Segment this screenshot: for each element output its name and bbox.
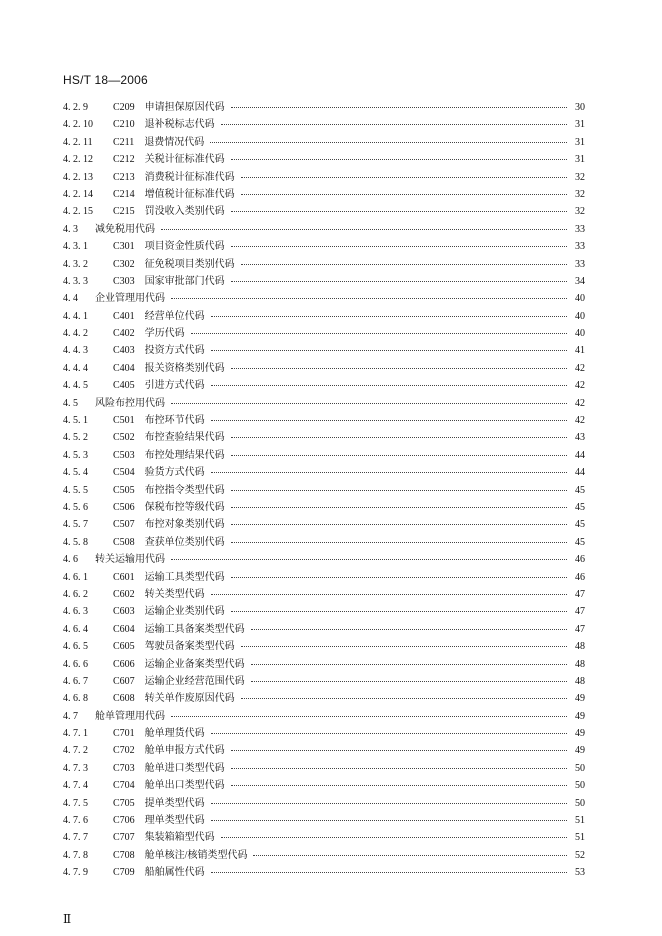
toc-entry[interactable] <box>63 168 585 185</box>
toc-entry-title: 国家审批部门代码 <box>144 275 225 287</box>
toc-entry[interactable] <box>63 515 585 532</box>
toc-entry-page: 48 <box>575 675 585 687</box>
toc-entry[interactable] <box>63 446 585 463</box>
toc-entry[interactable] <box>63 794 585 811</box>
toc-entry-code: C215 <box>113 206 135 218</box>
toc-entry[interactable] <box>63 811 585 828</box>
toc-entry-number: 4. 5. 1 <box>63 415 88 427</box>
toc-entry-title: 学历代码 <box>144 328 185 340</box>
toc-entry-code: C601 <box>113 571 135 583</box>
dot-leader <box>161 221 567 230</box>
toc-entry[interactable] <box>63 220 585 237</box>
toc-entry-number: 4. 7. 6 <box>63 815 88 827</box>
toc-entry-page: 49 <box>575 693 585 705</box>
toc-entry-title: 查获单位类别代码 <box>144 536 225 548</box>
toc-entry[interactable] <box>63 341 585 358</box>
dot-leader <box>221 116 567 125</box>
dot-leader <box>211 464 567 473</box>
dot-leader <box>211 864 567 873</box>
toc-entry-title: 舱单进口类型代码 <box>144 762 225 774</box>
toc-entry-page: 30 <box>575 102 585 113</box>
toc-entry-page: 33 <box>575 223 585 235</box>
toc-entry-page: 45 <box>575 501 585 513</box>
toc-entry-title: 布控查验结果代码 <box>144 432 225 444</box>
toc-entry-code: C302 <box>113 258 135 270</box>
dot-leader <box>231 447 567 456</box>
toc-entry-code: C213 <box>113 171 135 183</box>
toc-entry-number: 4. 2. 9 <box>63 102 88 113</box>
toc-entry[interactable] <box>63 463 585 480</box>
toc-entry-page: 48 <box>575 658 585 670</box>
toc-entry-page: 45 <box>575 536 585 548</box>
dot-leader <box>241 690 567 699</box>
toc-entry[interactable] <box>63 394 585 411</box>
toc-entry[interactable] <box>63 863 585 880</box>
toc-entry[interactable] <box>63 98 585 115</box>
dot-leader <box>241 186 567 195</box>
toc-entry-page: 42 <box>575 397 585 409</box>
toc-entry-number: 4. 7. 8 <box>63 849 88 861</box>
toc-entry[interactable] <box>63 307 585 324</box>
toc-entry[interactable] <box>63 185 585 202</box>
toc-entry-page: 44 <box>575 467 585 479</box>
toc-entry[interactable] <box>63 359 585 376</box>
toc-entry-code: C502 <box>113 432 135 444</box>
toc-entry-page: 31 <box>575 136 585 148</box>
toc-entry-title: 布控指令类型代码 <box>144 484 225 496</box>
toc-entry[interactable] <box>63 637 585 654</box>
toc-entry-title: 增值税计征标准代码 <box>144 188 235 200</box>
dot-leader <box>231 273 567 282</box>
toc-entry-title: 转关单作废原因代码 <box>144 693 235 705</box>
toc-entry-number: 4. 3 <box>63 223 78 235</box>
toc-entry-page: 46 <box>575 554 585 566</box>
toc-entry[interactable] <box>63 133 585 150</box>
dot-leader <box>211 342 567 351</box>
toc-entry-number: 4. 2. 10 <box>63 119 93 131</box>
toc-entry-page: 33 <box>575 241 585 253</box>
toc-entry-title: 征免税项目类别代码 <box>144 258 235 270</box>
toc-entry[interactable] <box>63 568 585 585</box>
toc-entry-number: 4. 4. 5 <box>63 380 88 392</box>
toc-entry-code: C706 <box>113 815 135 827</box>
toc-entry-title: 转关运输用代码 <box>95 554 165 566</box>
toc-entry-code: C607 <box>113 675 135 687</box>
toc-entry-number: 4. 5. 4 <box>63 467 88 479</box>
dot-leader <box>231 777 567 786</box>
dot-leader <box>171 290 567 299</box>
toc-entry[interactable] <box>63 150 585 167</box>
toc-entry-code: C211 <box>113 136 135 148</box>
toc-entry-page: 31 <box>575 154 585 166</box>
dot-leader <box>211 412 567 421</box>
toc-entry-title: 退费情况代码 <box>144 136 205 148</box>
toc-entry-title: 舱单管理用代码 <box>95 710 165 722</box>
toc-entry-number: 4. 7 <box>63 710 78 722</box>
toc-entry[interactable] <box>63 428 585 445</box>
toc-entry-title: 报关资格类别代码 <box>144 362 225 374</box>
toc-entry-page: 33 <box>575 258 585 270</box>
toc-entry-number: 4. 6. 5 <box>63 641 88 653</box>
toc-entry-number: 4. 5. 2 <box>63 432 88 444</box>
toc-entry-page: 47 <box>575 606 585 618</box>
toc-entry-title: 运输工具备案类型代码 <box>144 623 245 635</box>
toc-entry-number: 4. 6 <box>63 554 78 566</box>
toc-entry-number: 4. 4 <box>63 293 78 305</box>
toc-entry-code: C405 <box>113 380 135 392</box>
toc-entry-page: 40 <box>575 293 585 305</box>
toc-entry-number: 4. 2. 15 <box>63 206 93 218</box>
toc-entry-page: 50 <box>575 762 585 774</box>
toc-entry-code: C503 <box>113 449 135 461</box>
toc-entry-page: 42 <box>575 415 585 427</box>
toc-entry-code: C604 <box>113 623 135 635</box>
toc-entry-code: C707 <box>113 832 135 844</box>
toc-entry-code: C402 <box>113 328 135 340</box>
toc-entry-code: C701 <box>113 728 135 740</box>
dot-leader <box>221 829 567 838</box>
dot-leader <box>211 308 567 317</box>
dot-leader <box>231 99 567 108</box>
toc-entry[interactable] <box>63 498 585 515</box>
toc-entry-title: 理单类型代码 <box>144 815 205 827</box>
dot-leader <box>241 638 567 647</box>
dot-leader <box>231 238 567 247</box>
toc-entry-title: 引进方式代码 <box>144 380 205 392</box>
toc-entry-number: 4. 6. 6 <box>63 658 88 670</box>
toc-entry-title: 罚没收入类别代码 <box>144 206 225 218</box>
toc-entry-number: 4. 7. 2 <box>63 745 88 757</box>
toc-entry[interactable] <box>63 759 585 776</box>
toc-entry-number: 4. 2. 13 <box>63 171 93 183</box>
toc-entry-code: C209 <box>113 102 135 113</box>
toc-entry-code: C603 <box>113 606 135 618</box>
toc-entry-title: 运输企业经营范围代码 <box>144 675 245 687</box>
dot-leader <box>231 360 567 369</box>
toc-entry[interactable] <box>63 672 585 689</box>
toc-entry[interactable] <box>63 707 585 724</box>
toc-entry-page: 45 <box>575 484 585 496</box>
toc-entry-page: 47 <box>575 623 585 635</box>
dot-leader <box>211 725 567 734</box>
toc-entry-title: 经营单位代码 <box>144 310 205 322</box>
dot-leader <box>251 621 567 630</box>
toc-entry-page: 46 <box>575 571 585 583</box>
toc-entry-number: 4. 6. 2 <box>63 588 88 600</box>
toc-entry-page: 45 <box>575 519 585 531</box>
toc-entry-page: 41 <box>575 345 585 357</box>
toc-entry[interactable] <box>63 550 585 567</box>
dot-leader <box>171 708 567 717</box>
toc-entry-code: C602 <box>113 588 135 600</box>
dot-leader <box>251 656 567 665</box>
dot-leader <box>211 795 567 804</box>
toc-entry-code: C404 <box>113 362 135 374</box>
dot-leader <box>251 673 567 682</box>
toc-entry-number: 4. 5. 7 <box>63 519 88 531</box>
toc-entry-page: 44 <box>575 449 585 461</box>
toc-entry[interactable] <box>63 724 585 741</box>
toc-entry-code: C210 <box>113 119 135 131</box>
toc-entry-number: 4. 7. 1 <box>63 728 88 740</box>
toc-entry-number: 4. 7. 9 <box>63 867 88 879</box>
dot-leader <box>171 551 567 560</box>
dot-leader <box>211 586 567 595</box>
toc-entry-page: 52 <box>575 849 585 861</box>
toc-entry-title: 申请担保原因代码 <box>144 102 225 113</box>
toc-entry-page: 53 <box>575 867 585 879</box>
toc-entry[interactable] <box>63 376 585 393</box>
toc-entry-title: 驾驶员备案类型代码 <box>144 641 235 653</box>
toc-entry[interactable] <box>63 255 585 272</box>
toc-entry-code: C301 <box>113 241 135 253</box>
dot-leader <box>231 569 567 578</box>
toc-entry-title: 减免税用代码 <box>95 223 155 235</box>
toc-entry-title: 集装箱箱型代码 <box>144 832 215 844</box>
toc-entry-code: C403 <box>113 345 135 357</box>
dot-leader <box>231 482 567 491</box>
toc-entry-code: C214 <box>113 188 135 200</box>
toc-entry-title: 转关类型代码 <box>144 588 205 600</box>
toc-entry-number: 4. 7. 3 <box>63 762 88 774</box>
toc-entry[interactable] <box>63 846 585 863</box>
dot-leader <box>191 325 567 334</box>
toc-entry-number: 4. 2. 12 <box>63 154 93 166</box>
toc-entry[interactable] <box>63 828 585 845</box>
toc-entry-number: 4. 2. 11 <box>63 136 93 148</box>
toc-entry-number: 4. 3. 3 <box>63 275 88 287</box>
toc-entry-page: 42 <box>575 380 585 392</box>
toc-entry-number: 4. 6. 1 <box>63 571 88 583</box>
toc-entry-title: 企业管理用代码 <box>95 293 165 305</box>
dot-leader <box>171 395 567 404</box>
toc-entry-page: 40 <box>575 310 585 322</box>
toc-entry-code: C401 <box>113 310 135 322</box>
toc-entry-code: C504 <box>113 467 135 479</box>
toc-entry-number: 4. 6. 3 <box>63 606 88 618</box>
toc-entry-title: 风险布控用代码 <box>95 397 165 409</box>
toc-entry[interactable] <box>63 324 585 341</box>
toc-entry-page: 50 <box>575 797 585 809</box>
toc-entry-page: 48 <box>575 641 585 653</box>
toc-entry-page: 32 <box>575 206 585 218</box>
dot-leader <box>231 742 567 751</box>
toc-entry-title: 布控处理结果代码 <box>144 449 225 461</box>
toc-entry-code: C501 <box>113 415 135 427</box>
dot-leader <box>211 812 567 821</box>
toc-entry-code: C605 <box>113 641 135 653</box>
toc-entry-title: 运输企业备案类型代码 <box>144 658 245 670</box>
toc-entry[interactable] <box>63 272 585 289</box>
document-id: HS/T 18—2006 <box>63 73 148 87</box>
toc-entry-code: C705 <box>113 797 135 809</box>
toc-entry-code: C505 <box>113 484 135 496</box>
dot-leader <box>231 516 567 525</box>
toc-entry-title: 项目资金性质代码 <box>144 241 225 253</box>
toc-entry-title: 布控对象类别代码 <box>144 519 225 531</box>
toc-entry-number: 4. 4. 4 <box>63 362 88 374</box>
toc-entry[interactable] <box>63 411 585 428</box>
toc-entry-number: 4. 5 <box>63 397 78 409</box>
dot-leader <box>210 134 567 143</box>
toc-entry[interactable] <box>63 620 585 637</box>
toc-entry-number: 4. 6. 8 <box>63 693 88 705</box>
toc-entry-number: 4. 6. 7 <box>63 675 88 687</box>
toc-entry-page: 32 <box>575 188 585 200</box>
toc-entry-page: 49 <box>575 745 585 757</box>
toc-entry-number: 4. 7. 7 <box>63 832 88 844</box>
toc-entry[interactable] <box>63 602 585 619</box>
toc-entry[interactable] <box>63 202 585 219</box>
toc-entry[interactable] <box>63 689 585 706</box>
toc-entry-code: C704 <box>113 780 135 792</box>
toc-entry-title: 舱单理货代码 <box>144 728 205 740</box>
toc-entry-number: 4. 4. 1 <box>63 310 88 322</box>
toc-entry-page: 49 <box>575 710 585 722</box>
toc-entry[interactable] <box>63 776 585 793</box>
toc-entry-code: C606 <box>113 658 135 670</box>
page-number: Ⅱ <box>63 912 72 926</box>
dot-leader <box>241 256 567 265</box>
toc-entry-page: 40 <box>575 328 585 340</box>
toc-entry-title: 舱单核注/核销类型代码 <box>144 849 248 861</box>
toc-entry-number: 4. 6. 4 <box>63 623 88 635</box>
dot-leader <box>231 151 567 160</box>
toc-entry[interactable] <box>63 481 585 498</box>
toc-entry-page: 47 <box>575 588 585 600</box>
toc-entry-number: 4. 4. 3 <box>63 345 88 357</box>
toc-entry-page: 32 <box>575 171 585 183</box>
toc-entry-title: 运输工具类型代码 <box>144 571 225 583</box>
toc-entry-code: C709 <box>113 867 135 879</box>
toc-entry[interactable] <box>63 115 585 132</box>
toc-entry-number: 4. 5. 5 <box>63 484 88 496</box>
toc-entry-code: C303 <box>113 275 135 287</box>
toc-entry-page: 34 <box>575 275 585 287</box>
toc-entry-page: 50 <box>575 780 585 792</box>
toc-entry[interactable] <box>63 533 585 550</box>
toc-entry-code: C708 <box>113 849 135 861</box>
toc-entry-code: C703 <box>113 762 135 774</box>
toc-entry[interactable] <box>63 237 585 254</box>
dot-leader <box>241 169 567 178</box>
toc-entry-title: 运输企业类别代码 <box>144 606 225 618</box>
toc-entry-page: 51 <box>575 815 585 827</box>
toc-entry-title: 投资方式代码 <box>144 345 205 357</box>
dot-leader <box>211 377 567 386</box>
dot-leader <box>231 760 567 769</box>
dot-leader <box>231 534 567 543</box>
toc-entry-number: 4. 5. 6 <box>63 501 88 513</box>
toc-entry-number: 4. 3. 2 <box>63 258 88 270</box>
toc-entry-code: C508 <box>113 536 135 548</box>
toc-entry-title: 舱单申报方式代码 <box>144 745 225 757</box>
toc-entry-title: 保税布控等级代码 <box>144 501 225 513</box>
toc-entry[interactable] <box>63 585 585 602</box>
toc-entry-page: 51 <box>575 832 585 844</box>
toc-entry-page: 42 <box>575 362 585 374</box>
toc-entry-title: 退补税标志代码 <box>144 119 215 131</box>
toc-entry-title: 消费税计征标准代码 <box>144 171 235 183</box>
toc-entry-page: 43 <box>575 432 585 444</box>
toc-entry-number: 4. 5. 8 <box>63 536 88 548</box>
dot-leader <box>231 603 567 612</box>
toc-entry-title: 提单类型代码 <box>144 797 205 809</box>
toc-entry-number: 4. 7. 5 <box>63 797 88 809</box>
toc-entry[interactable] <box>63 655 585 672</box>
toc-entry-code: C608 <box>113 693 135 705</box>
toc-entry-title: 关税计征标准代码 <box>144 154 225 166</box>
dot-leader <box>231 499 567 508</box>
toc-entry-code: C212 <box>113 154 135 166</box>
toc-entry-title: 布控环节代码 <box>144 415 205 427</box>
toc-entry-number: 4. 4. 2 <box>63 328 88 340</box>
toc-entry[interactable] <box>63 289 585 306</box>
dot-leader <box>231 203 567 212</box>
toc-entry-number: 4. 2. 14 <box>63 188 93 200</box>
table-of-contents <box>63 98 585 881</box>
toc-entry-number: 4. 7. 4 <box>63 780 88 792</box>
toc-entry-number: 4. 5. 3 <box>63 449 88 461</box>
dot-leader <box>231 429 567 438</box>
toc-entry-title: 验货方式代码 <box>144 467 205 479</box>
toc-entry-code: C702 <box>113 745 135 757</box>
toc-entry-title: 船舶属性代码 <box>144 867 205 879</box>
toc-entry-code: C506 <box>113 501 135 513</box>
toc-entry-page: 49 <box>575 728 585 740</box>
dot-leader <box>253 847 567 856</box>
toc-entry[interactable] <box>63 741 585 758</box>
toc-entry-page: 31 <box>575 119 585 131</box>
toc-entry-code: C507 <box>113 519 135 531</box>
toc-entry-number: 4. 3. 1 <box>63 241 88 253</box>
toc-entry-title: 舱单出口类型代码 <box>144 780 225 792</box>
